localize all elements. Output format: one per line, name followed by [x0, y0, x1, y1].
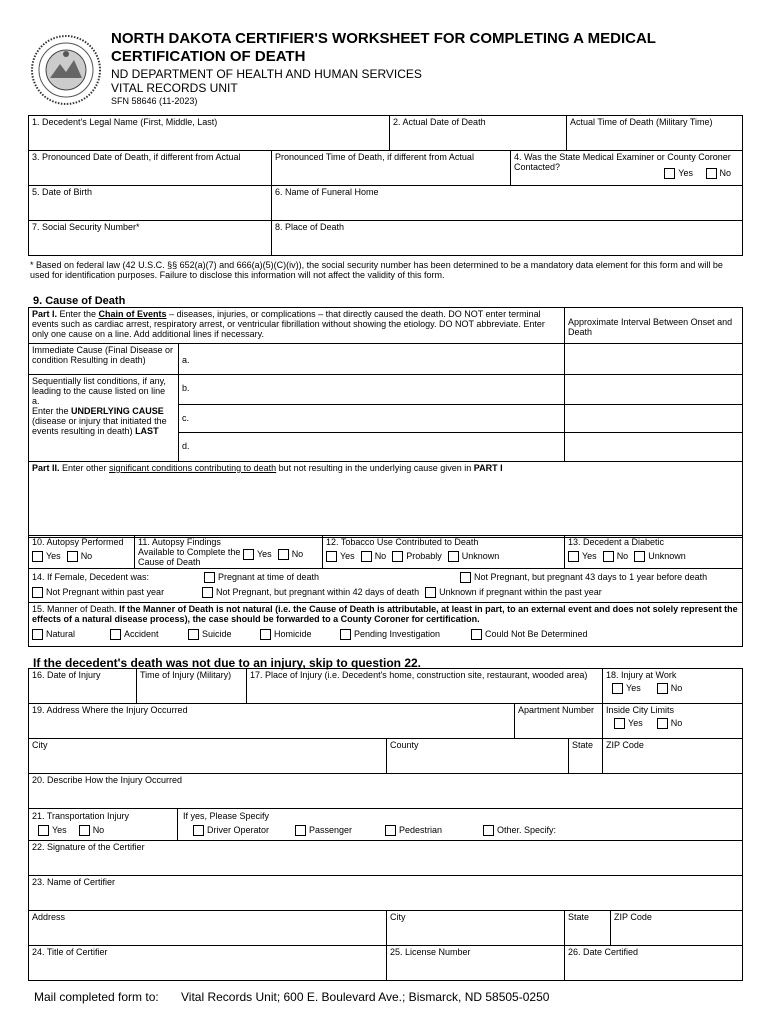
date-of-birth-field[interactable]: 5. Date of Birth: [29, 186, 272, 221]
work-no-checkbox[interactable]: [657, 683, 668, 694]
manner-of-death-field: 15. Manner of Death. If the Manner of Death is not natural (i.e. the Cause of Death is attributable, at least in part, to an external event and does not solely represent the effects of a natural disease process), the case should be forwarded to a County Coroner for certification. Natural Accident Suicide Homicide Pending Investigation Could Not Be Determined: [29, 603, 743, 647]
injury-address-field[interactable]: 19. Address Where the Injury Occurred: [29, 704, 515, 739]
work-yes-checkbox[interactable]: [612, 683, 623, 694]
certifier-signature-field[interactable]: 22. Signature of the Certifier: [29, 841, 743, 876]
manner-natural-checkbox[interactable]: [32, 629, 43, 640]
part2-field[interactable]: Part II. Enter other significant conditions contributing to death but not resulting in the underlying cause given in PART I: [29, 462, 743, 538]
city-limits-yes-checkbox[interactable]: [614, 718, 625, 729]
manner-suicide-checkbox[interactable]: [188, 629, 199, 640]
cause-line-a[interactable]: a.: [179, 344, 565, 375]
certifier-state-field[interactable]: State: [565, 911, 611, 946]
tobacco-yes-checkbox[interactable]: [326, 551, 337, 562]
certifier-title-field[interactable]: 24. Title of Certifier: [29, 946, 387, 981]
transport-no-checkbox[interactable]: [79, 825, 90, 836]
immediate-cause-label: Immediate Cause (Final Disease or condition Resulting in death): [29, 344, 179, 375]
injury-description-field[interactable]: 20. Describe How the Injury Occurred: [29, 774, 743, 809]
manner-pending-checkbox[interactable]: [340, 629, 351, 640]
part1-instructions: Part I. Enter the Chain of Events – diseases, injuries, or complications – that directly caused the death. DO NOT enter terminal events such as cardiac arrest, respiratory arrest, or ventricular fibrillation without showing the etiology. DO NOT abbreviate. Enter only one cause on a line. Add additional lines if necessary.: [29, 308, 565, 344]
certifier-city-field[interactable]: City: [387, 911, 565, 946]
injury-at-work-field: 18. Injury at Work Yes No: [603, 669, 743, 704]
tobacco-unknown-checkbox[interactable]: [448, 551, 459, 562]
pregnancy-field: 14. If Female, Decedent was: Pregnant at time of death Not Pregnant, but pregnant 43 days to 1 year before death Not Pregnant within past year Not Pregnant, but pregnant within 42 days of death Unknown if pregnant within the past year: [29, 569, 743, 603]
time-of-injury-field[interactable]: Time of Injury (Military): [137, 669, 247, 704]
tobacco-probably-checkbox[interactable]: [392, 551, 403, 562]
injury-city-field[interactable]: City: [29, 739, 387, 774]
pronounced-time-field[interactable]: Pronounced Time of Death, if different from Actual: [272, 151, 511, 186]
place-of-injury-field[interactable]: 17. Place of Injury (i.e. Decedent's home, construction site, restaurant, wooded area): [247, 669, 603, 704]
autopsy-no-checkbox[interactable]: [67, 551, 78, 562]
form-number: SFN 58646 (11-2023): [111, 96, 198, 106]
interval-line-a[interactable]: [565, 344, 743, 375]
mail-address: Vital Records Unit; 600 E. Boulevard Ave.; Bismarck, ND 58505-0250: [181, 990, 550, 1004]
license-number-field[interactable]: 25. License Number: [387, 946, 565, 981]
inside-city-limits-field: Inside City Limits Yes No: [603, 704, 743, 739]
pregnant-42-days-checkbox[interactable]: [202, 587, 213, 598]
coroner-no-checkbox[interactable]: [706, 168, 717, 179]
diabetic-field: 13. Decedent a Diabetic Yes No Unknown: [565, 536, 743, 569]
unit-name: VITAL RECORDS UNIT: [111, 81, 238, 95]
skip-instruction: If the decedent's death was not due to an injury, skip to question 22.: [33, 656, 422, 670]
mail-label: Mail completed form to:: [34, 990, 159, 1004]
pronounced-date-field[interactable]: 3. Pronounced Date of Death, if different from Actual: [29, 151, 272, 186]
form-title: NORTH DAKOTA CERTIFIER'S WORKSHEET FOR COMPLETING A MEDICAL CERTIFICATION OF DEATH: [111, 30, 656, 65]
agency-name: ND DEPARTMENT OF HEALTH AND HUMAN SERVICES: [111, 67, 422, 81]
transportation-injury-field: 21. Transportation Injury Yes No If yes, Please Specify Driver Operator Passenger Pedestrian Other. Specify:: [29, 809, 743, 841]
ssn-field[interactable]: 7. Social Security Number*: [29, 221, 272, 256]
certifier-name-field[interactable]: 23. Name of Certifier: [29, 876, 743, 911]
decedent-info-table: [28, 115, 743, 256]
injury-table: [28, 668, 743, 841]
actual-date-of-death-field[interactable]: 2. Actual Date of Death: [390, 116, 567, 151]
city-limits-no-checkbox[interactable]: [657, 718, 668, 729]
autopsy-performed-field: 10. Autopsy Performed Yes No: [29, 536, 135, 569]
apartment-number-field[interactable]: Apartment Number: [515, 704, 603, 739]
ssn-note: * Based on federal law (42 U.S.C. §§ 652(a)(7) and 666(a)(5)(C)(iv)), the social security number has been determined to be a mandatory data element for this form and will be used for identification purposes. Failure to disclose this information will not affect the validity of this form.: [30, 260, 723, 280]
manner-undetermined-checkbox[interactable]: [471, 629, 482, 640]
diabetic-yes-checkbox[interactable]: [568, 551, 579, 562]
other-role-checkbox[interactable]: [483, 825, 494, 836]
manner-homicide-checkbox[interactable]: [260, 629, 271, 640]
tobacco-field: 12. Tobacco Use Contributed to Death Yes No Probably Unknown: [323, 536, 565, 569]
not-pregnant-checkbox[interactable]: [32, 587, 43, 598]
manner-accident-checkbox[interactable]: [110, 629, 121, 640]
pregnant-unknown-checkbox[interactable]: [425, 587, 436, 598]
interval-header: Approximate Interval Between Onset and Death: [565, 308, 743, 344]
cause-of-death-heading: 9. Cause of Death: [33, 295, 126, 307]
cause-of-death-table: [28, 307, 743, 538]
date-certified-field[interactable]: 26. Date Certified: [565, 946, 743, 981]
diabetic-unknown-checkbox[interactable]: [634, 551, 645, 562]
funeral-home-field[interactable]: 6. Name of Funeral Home: [272, 186, 743, 221]
certifier-address-field[interactable]: Address: [29, 911, 387, 946]
diabetic-no-checkbox[interactable]: [603, 551, 614, 562]
coroner-yes-checkbox[interactable]: [664, 168, 675, 179]
cause-line-d[interactable]: d.: [179, 433, 565, 462]
findings-no-checkbox[interactable]: [278, 549, 289, 560]
pedestrian-checkbox[interactable]: [385, 825, 396, 836]
findings-yes-checkbox[interactable]: [243, 549, 254, 560]
autopsy-findings-field: 11. Autopsy Findings Available to Complete the Cause of Death Yes No: [135, 536, 323, 569]
passenger-checkbox[interactable]: [295, 825, 306, 836]
interval-line-c[interactable]: [565, 405, 743, 433]
driver-operator-checkbox[interactable]: [193, 825, 204, 836]
injury-county-field[interactable]: County: [387, 739, 569, 774]
date-of-injury-field[interactable]: 16. Date of Injury: [29, 669, 137, 704]
decedent-legal-name-field[interactable]: 1. Decedent's Legal Name (First, Middle, Last): [29, 116, 390, 151]
sequential-label: Sequentially list conditions, if any, leading to the cause listed on line a. Enter the UNDERLYING CAUSE (disease or injury that initiated the events resulting in death) LAST: [29, 375, 179, 462]
certifier-zip-field[interactable]: ZIP Code: [611, 911, 743, 946]
actual-time-of-death-field[interactable]: Actual Time of Death (Military Time): [567, 116, 743, 151]
transport-yes-checkbox[interactable]: [38, 825, 49, 836]
pregnant-at-death-checkbox[interactable]: [204, 572, 215, 583]
state-seal-logo: [30, 34, 102, 106]
certifier-table: [28, 840, 743, 981]
coroner-contacted-field: 4. Was the State Medical Examiner or County Coroner Contacted? Yes No: [511, 151, 743, 186]
autopsy-yes-checkbox[interactable]: [32, 551, 43, 562]
tobacco-no-checkbox[interactable]: [361, 551, 372, 562]
questions-10-15-table: [28, 535, 743, 647]
injury-zip-field[interactable]: ZIP Code: [603, 739, 743, 774]
cause-line-b[interactable]: b.: [179, 375, 565, 405]
place-of-death-field[interactable]: 8. Place of Death: [272, 221, 743, 256]
cause-line-c[interactable]: c.: [179, 405, 565, 433]
injury-state-field[interactable]: State: [569, 739, 603, 774]
pregnant-43-days-checkbox[interactable]: [460, 572, 471, 583]
interval-line-d[interactable]: [565, 433, 743, 462]
interval-line-b[interactable]: [565, 375, 743, 405]
